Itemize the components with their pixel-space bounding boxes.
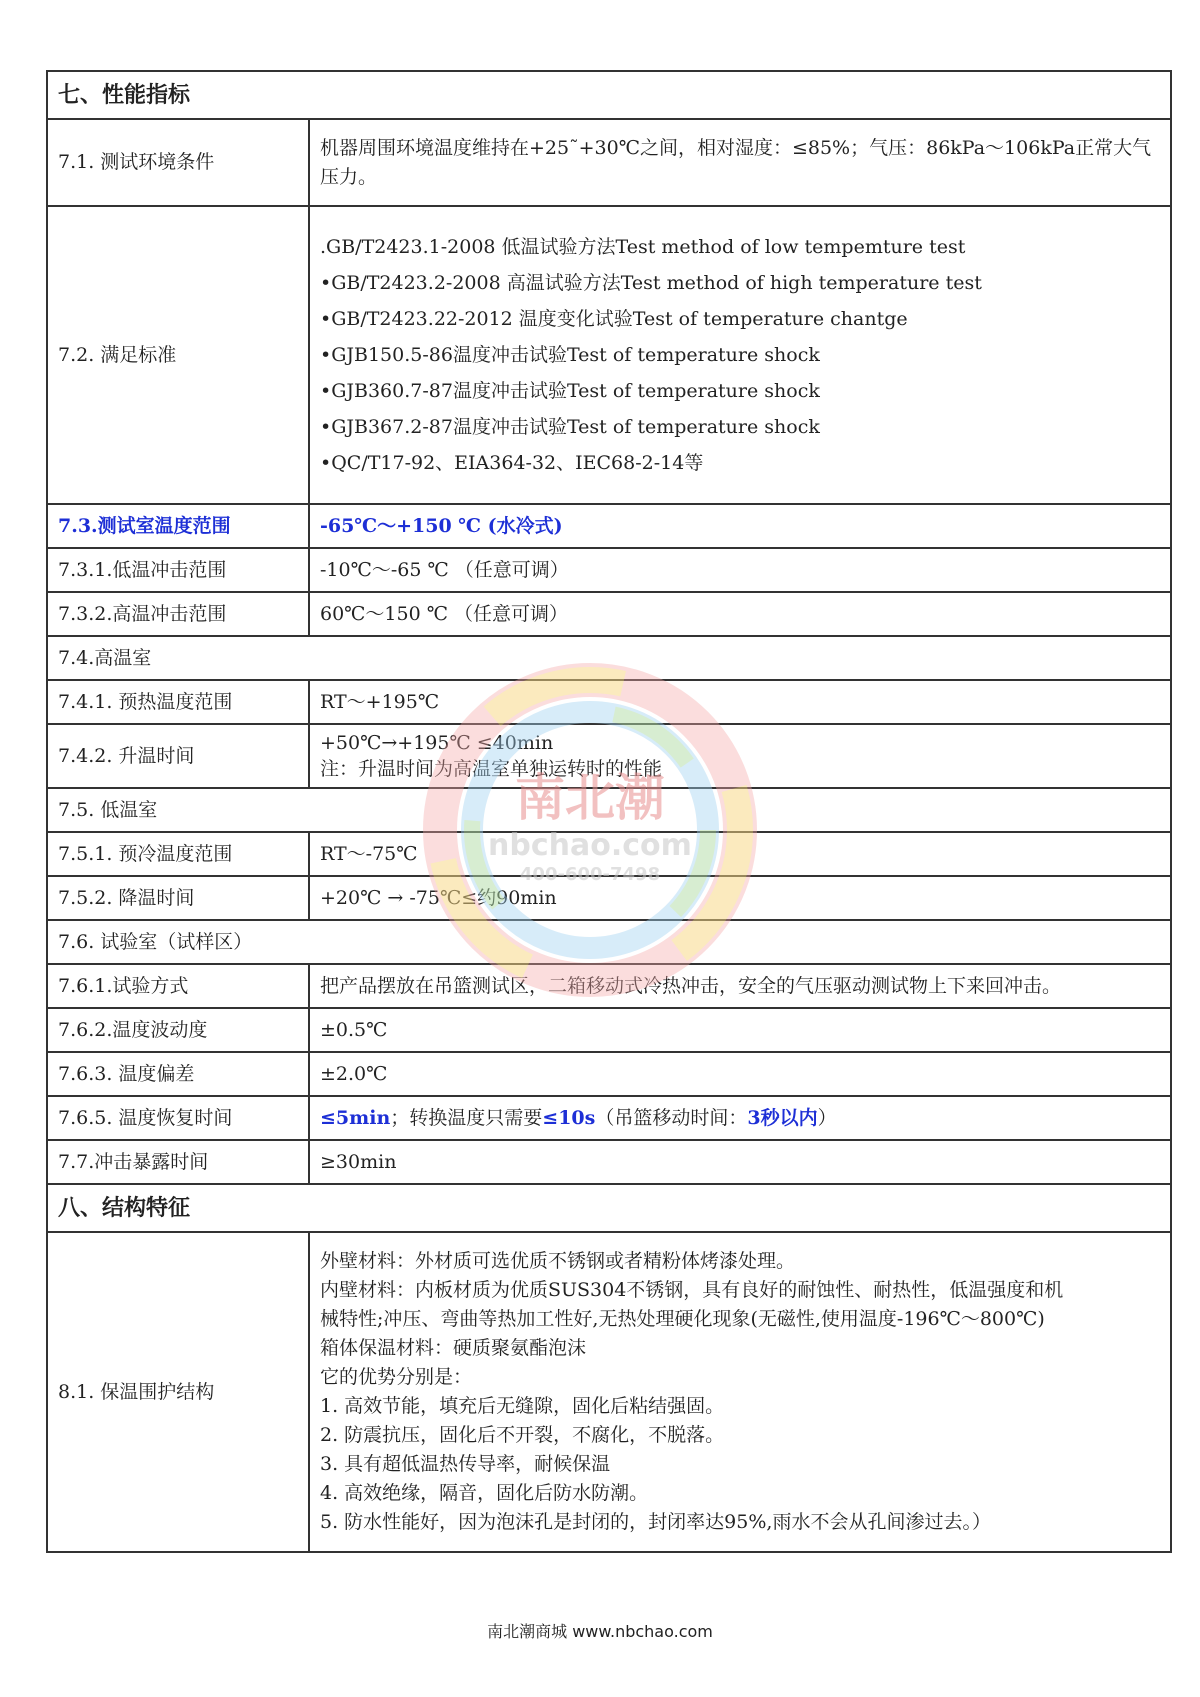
row-label: 7.4.高温室 — [47, 636, 1171, 680]
row-value: RT～+195℃ — [309, 680, 1171, 724]
row-label: 7.3.1.低温冲击范围 — [47, 548, 309, 592]
list-item: 5. 防水性能好，因为泡沫孔是封闭的，封闭率达95%,雨水不会从孔间渗过去。） — [320, 1511, 991, 1533]
table-row — [47, 592, 1171, 636]
row-label: 7.3.2.高温冲击范围 — [47, 592, 309, 636]
text: （吊篮移动时间： — [595, 1106, 748, 1129]
table-row — [47, 832, 1171, 876]
row-label: 7.6.2.温度波动度 — [47, 1008, 309, 1052]
row-value: ±0.5℃ — [309, 1008, 1171, 1052]
row-label: 7.6.5. 温度恢复时间 — [47, 1096, 309, 1140]
row-label: 7.6. 试验室（试样区） — [47, 920, 1171, 964]
row-value — [309, 1096, 1171, 1140]
row-label: 8.1. 保温围护结构 — [47, 1232, 309, 1552]
table-row — [47, 504, 1171, 548]
row-value: -10℃～-65 ℃ （任意可调） — [309, 548, 1171, 592]
list-item: •GJB367.2-87温度冲击试验Test of temperature shock — [320, 416, 820, 438]
row-value: 把产品摆放在吊篮测试区，二箱移动式冷热冲击，安全的气压驱动测试物上下来回冲击。 — [309, 964, 1171, 1008]
table-row — [47, 680, 1171, 724]
row-value-note: 注：升温时间为高温室单独运转时的性能 — [320, 758, 663, 780]
watermark-site: nbchao.com — [488, 828, 692, 863]
row-label: 7.1. 测试环境条件 — [47, 119, 309, 206]
section-8-header — [47, 1184, 1171, 1232]
list-item: •GB/T2423.22-2012 温度变化试验Test of temperature chantge — [320, 308, 908, 330]
section-8-title: 八、结构特征 — [47, 1184, 1171, 1232]
row-value-line: +50℃→+195℃ ≤40min — [320, 732, 554, 754]
list-item: 它的优势分别是： — [320, 1366, 473, 1388]
standards-list — [309, 206, 1171, 504]
row-label: 7.5.1. 预冷温度范围 — [47, 832, 309, 876]
table-row — [47, 636, 1171, 680]
watermark-phone: 400-600-7498 — [519, 864, 661, 885]
table-row — [47, 548, 1171, 592]
recovery-time: ≤5min — [320, 1106, 391, 1129]
list-item: •GJB360.7-87温度冲击试验Test of temperature shock — [320, 380, 820, 402]
list-item: 2. 防震抗压，固化后不开裂，不腐化，不脱落。 — [320, 1424, 725, 1446]
list-item: 3. 具有超低温热传导率，耐候保温 — [320, 1453, 611, 1475]
list-item: 箱体保温材料：硬质聚氨酯泡沫 — [320, 1337, 587, 1359]
row-value: ±2.0℃ — [309, 1052, 1171, 1096]
list-item: 外壁材料：外材质可选优质不锈钢或者精粉体烤漆处理。 — [320, 1250, 796, 1272]
table-row — [47, 206, 1171, 504]
row-label: 7.7.冲击暴露时间 — [47, 1140, 309, 1184]
row-value: +20℃ → -75℃≤约90min — [309, 876, 1171, 920]
row-label: 7.5.2. 降温时间 — [47, 876, 309, 920]
table-row — [47, 1232, 1171, 1552]
row-value: -65℃～+150 ℃ (水冷式) — [309, 504, 1171, 548]
row-value: RT～-75℃ — [309, 832, 1171, 876]
list-item: •QC/T17-92、EIA364-32、IEC68-2-14等 — [320, 452, 704, 474]
table-row — [47, 788, 1171, 832]
spec-sheet — [46, 70, 1170, 1553]
list-item: •GB/T2423.2-2008 高温试验方法Test method of high temperature test — [320, 272, 982, 294]
row-value: ≥30min — [309, 1140, 1171, 1184]
table-row — [47, 119, 1171, 206]
list-item: .GB/T2423.1-2008 低温试验方法Test method of low tempemture test — [320, 236, 966, 258]
basket-time: 3秒以内 — [747, 1106, 818, 1129]
switch-time: ≤10s — [542, 1106, 596, 1129]
structure-description — [309, 1232, 1171, 1552]
table-row — [47, 1096, 1171, 1140]
section-7-title: 七、性能指标 — [47, 71, 1171, 119]
row-label: 7.4.2. 升温时间 — [47, 724, 309, 788]
row-label: 7.3.测试室温度范围 — [47, 504, 309, 548]
list-item: •GJB150.5-86温度冲击试验Test of temperature shock — [320, 344, 820, 366]
text: ；转换温度只需要 — [390, 1106, 543, 1129]
row-label: 7.2. 满足标准 — [47, 206, 309, 504]
list-item: 械特性;冲压、弯曲等热加工性好,无热处理硬化现象(无磁性,使用温度-196℃～800℃) — [320, 1308, 1045, 1330]
table-row — [47, 1052, 1171, 1096]
row-label: 7.6.1.试验方式 — [47, 964, 309, 1008]
list-item: 4. 高效绝缘，隔音，固化后防水防潮。 — [320, 1482, 649, 1504]
table-row — [47, 1008, 1171, 1052]
table-row — [47, 964, 1171, 1008]
table-row — [47, 724, 1171, 788]
table-row — [47, 876, 1171, 920]
list-item: 内壁材料：内板材质为优质SUS304不锈钢，具有良好的耐蚀性、耐热性，低温强度和机 — [320, 1279, 1064, 1301]
section-7-header — [47, 71, 1171, 119]
row-value — [309, 724, 1171, 788]
table-row — [47, 920, 1171, 964]
table-row — [47, 1140, 1171, 1184]
text: ） — [817, 1106, 837, 1129]
row-label: 7.4.1. 预热温度范围 — [47, 680, 309, 724]
list-item: 1. 高效节能，填充后无缝隙，固化后粘结强固。 — [320, 1395, 725, 1417]
row-value: 机器周围环境温度维持在+25˜+30℃之间，相对湿度：≤85%；气压：86kPa～106kPa正常大气压力。 — [309, 119, 1171, 206]
row-label: 7.6.3. 温度偏差 — [47, 1052, 309, 1096]
row-value: 60℃～150 ℃ （任意可调） — [309, 592, 1171, 636]
page-footer: 南北潮商城 www.nbchao.com — [487, 1622, 713, 1641]
row-label: 7.5. 低温室 — [47, 788, 1171, 832]
spec-table — [46, 70, 1172, 1553]
watermark-brand: 南北潮 — [515, 769, 665, 827]
